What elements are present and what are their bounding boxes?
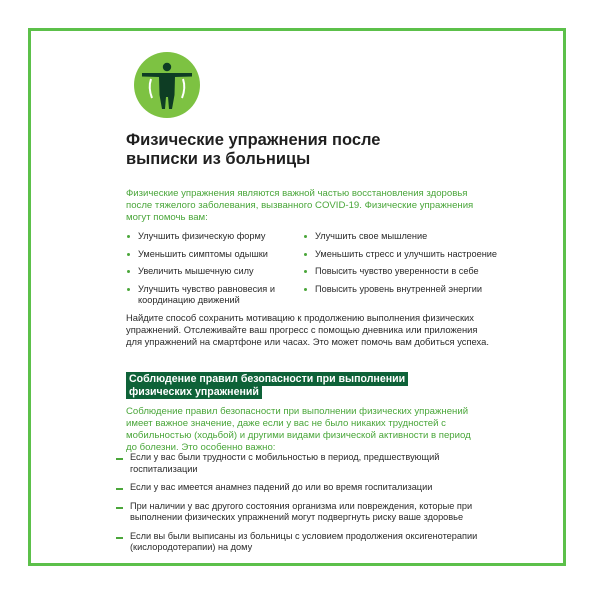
list-item: При наличии у вас другого состояния организма или повреждения, которые при выполнении физических упражнений могут подвергнуть риску ваше здоровье [116,501,496,524]
list-item: Увеличить мышечную силу [126,266,296,277]
safety-list [116,452,496,561]
list-item: Улучшить физическую форму [126,231,296,242]
section-heading-text: Соблюдение правил безопасности при выполнении физических упражнений [126,372,408,399]
list-item: Улучшить чувство равновесия и координацию движений [126,284,296,306]
list-item: Повысить уровень внутренней энергии [303,284,498,295]
list-item: Улучшить свое мышление [303,231,498,242]
intro-text: Физические упражнения являются важной частью восстановления здоровья после тяжелого заболевания, вызванного COVID-19. Физические упражнения могут помочь вам: [126,188,474,223]
section-intro-text: Соблюдение правил безопасности при выполнении физических упражнений имеет важное значение, даже если у вас не было никаких трудностей с мобильностью (ходьбой) и другими видами физической активности в период до болезни. Это особенно важно: [126,406,471,453]
list-item: Если у вас были трудности с мобильностью в период, предшествующий госпитализации [116,452,496,475]
exercise-figure-icon [134,52,200,118]
benefits-list-right [303,231,498,301]
list-item: Если у вас имеется анамнез падений до или во время госпитализации [116,482,496,494]
benefits-list-left [126,231,296,312]
section-heading [126,373,426,399]
page-title: Физические упражнения после выписки из больницы [126,131,381,168]
list-item: Уменьшить стресс и улучшить настроение [303,249,498,260]
list-item: Повысить чувство уверенности в себе [303,266,498,277]
list-item: Уменьшить симптомы одышки [126,249,296,260]
list-item: Если вы были выписаны из больницы с условием продолжения оксигенотерапии (кислородотерапии) на дому [116,531,496,554]
motivation-text: Найдите способ сохранить мотивацию к продолжению выполнения физических упражнений. Отслеживайте ваш прогресс с помощью дневника или приложения для упражнений на смартфоне или часах. Это может помочь вам добиться успеха. [126,312,489,347]
